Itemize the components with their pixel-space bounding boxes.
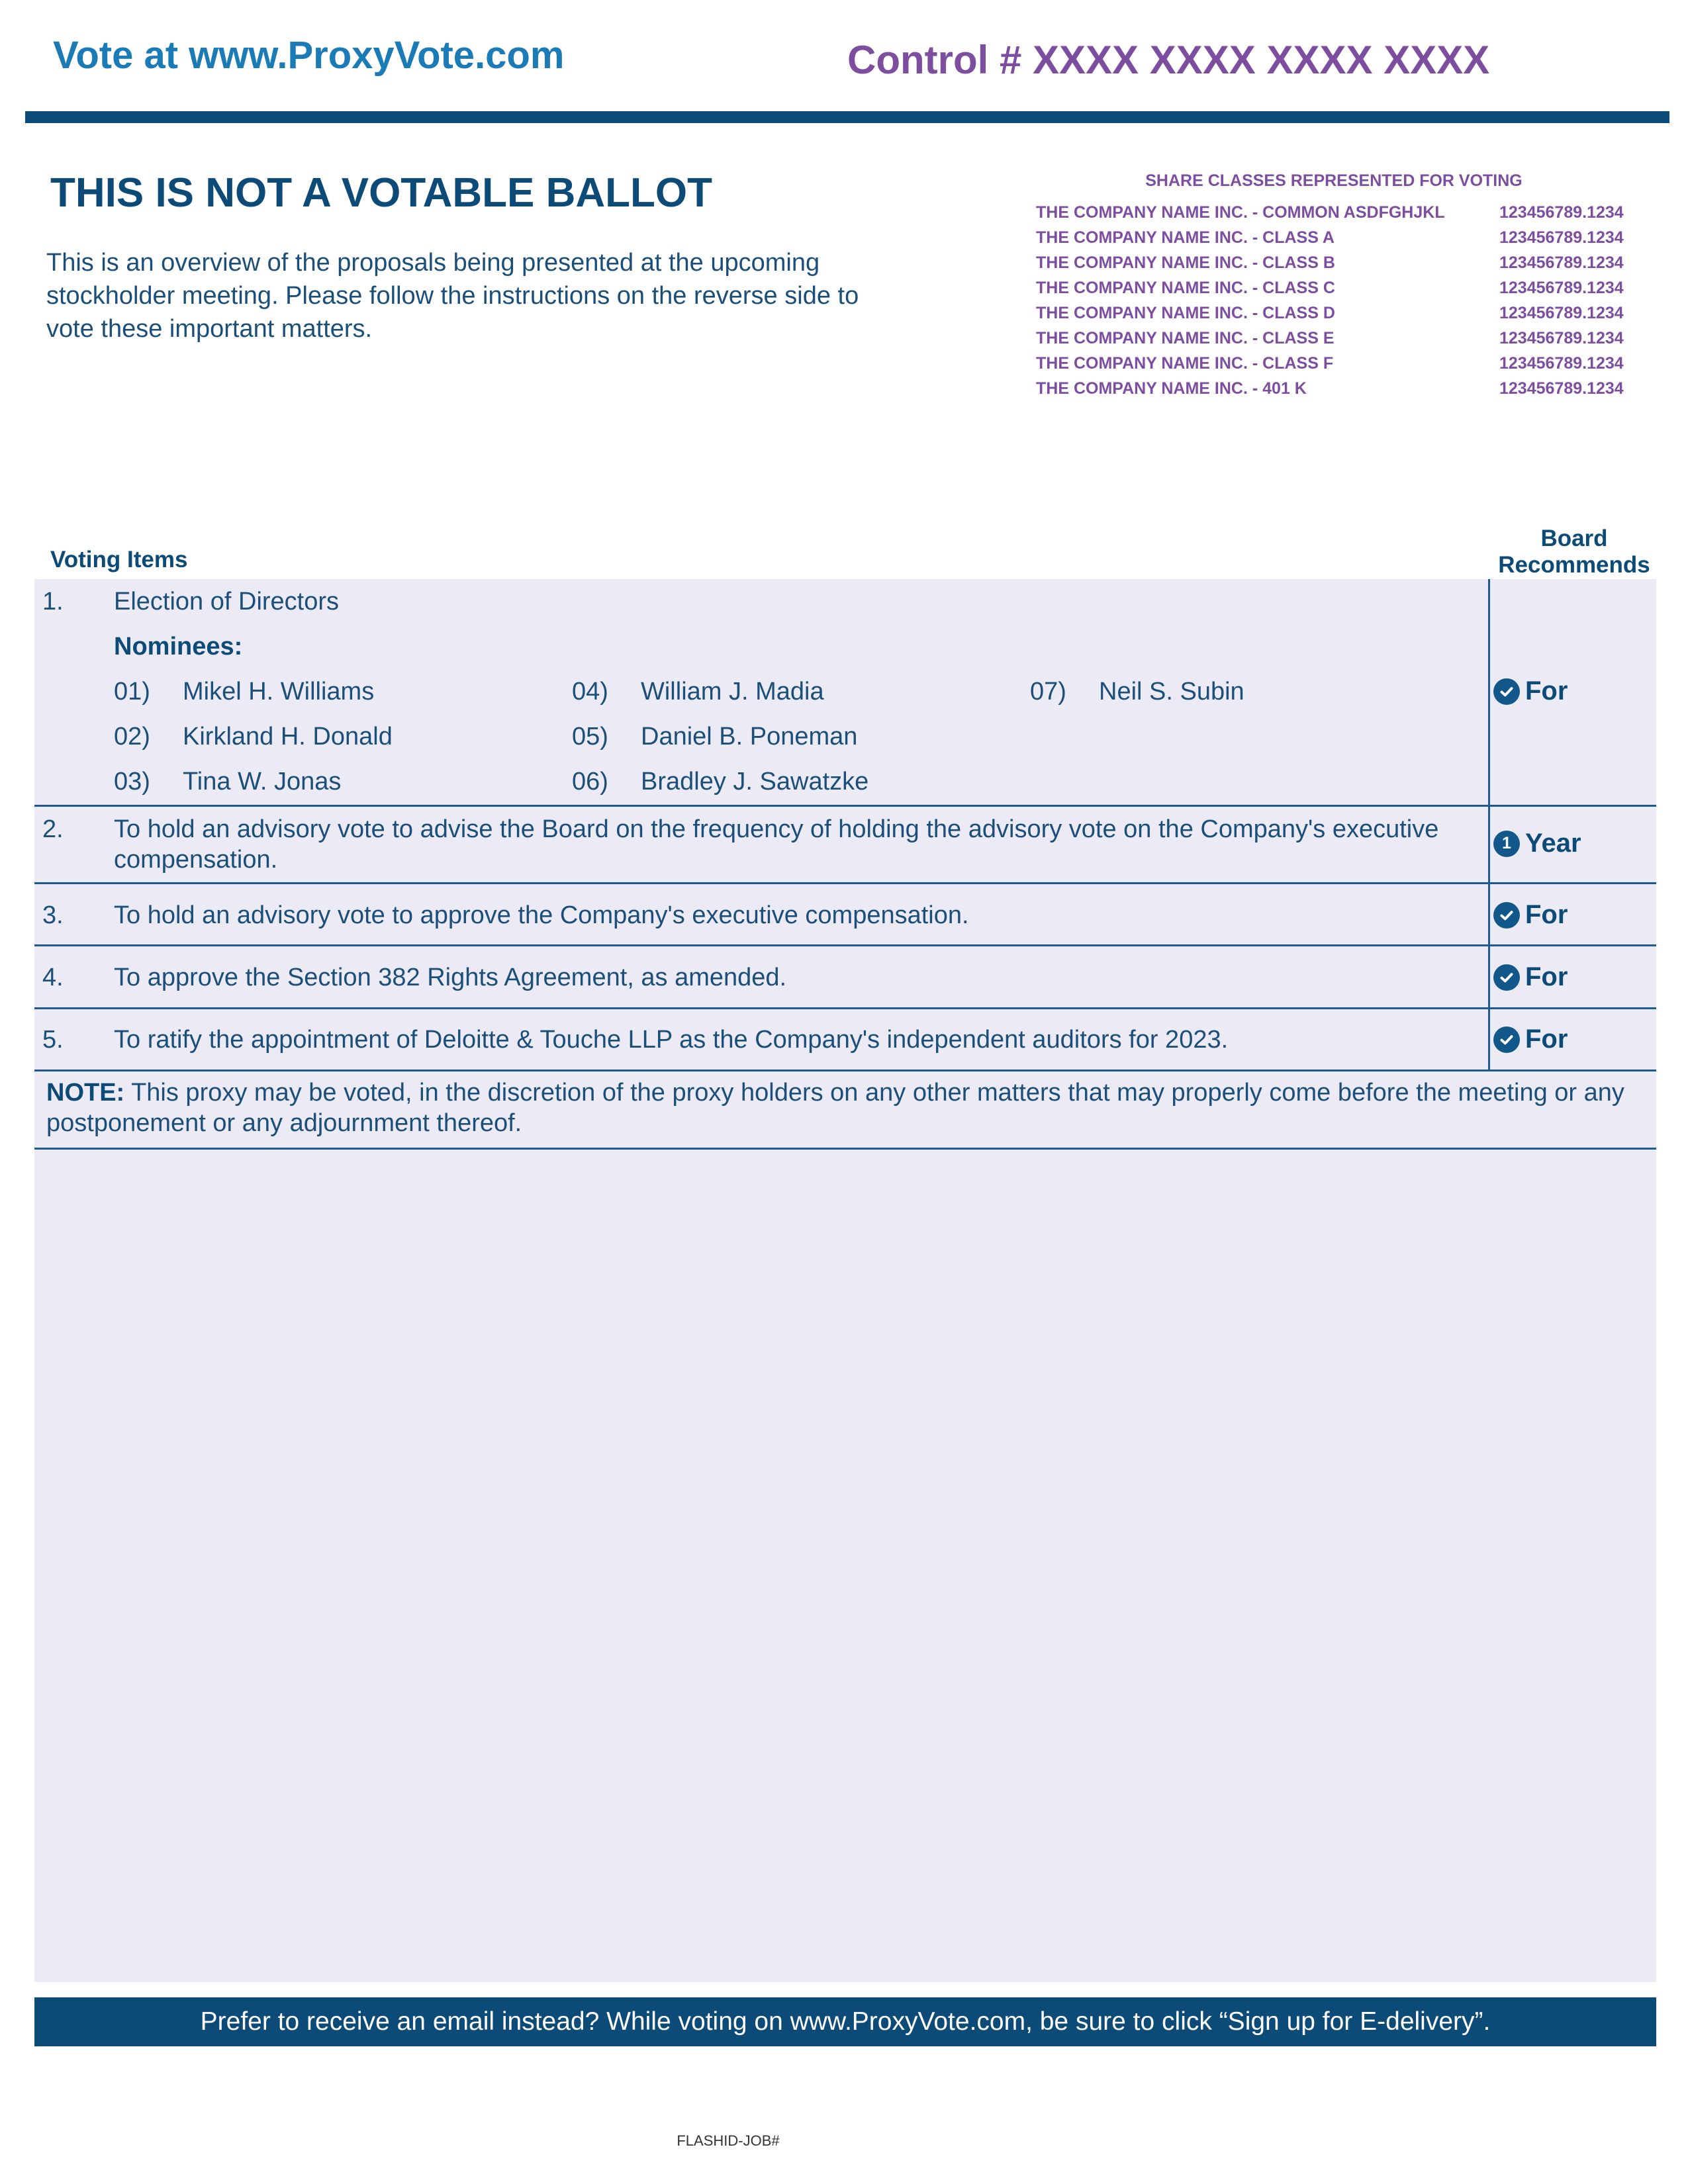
control-number: Control # XXXX XXXX XXXX XXXX: [847, 38, 1490, 82]
board-label-line1: Board: [1540, 525, 1608, 551]
share-classes-panel: [1036, 171, 1671, 401]
nominee-number: 01): [114, 678, 150, 705]
vote-at-proxyvote-link[interactable]: Vote at www.ProxyVote.com: [53, 34, 565, 77]
share-class-row: [1036, 300, 1671, 326]
nominee-number: 06): [572, 768, 608, 796]
share-class-name: THE COMPANY NAME INC. - COMMON ASDFGHJKL: [1036, 203, 1445, 222]
recommendation-text: For: [1525, 1024, 1568, 1054]
row-divider: [34, 1007, 1656, 1009]
share-class-row: [1036, 250, 1671, 275]
note-label: NOTE:: [46, 1079, 125, 1107]
share-class-row: [1036, 326, 1671, 351]
share-class-value: 123456789.1234: [1499, 253, 1624, 272]
share-class-row: [1036, 275, 1671, 300]
proposal-5-text: To ratify the appointment of Deloitte & Touche LLP as the Company's independent auditors for 2023.: [114, 1026, 1229, 1054]
nominee-number: 05): [572, 723, 608, 751]
proposal-5-number: 5.: [42, 1026, 64, 1054]
recommendation-text: For: [1525, 900, 1568, 929]
share-class-name: THE COMPANY NAME INC. - CLASS C: [1036, 279, 1335, 297]
share-class-name: THE COMPANY NAME INC. - CLASS A: [1036, 228, 1335, 247]
recommendation-column-divider: [1488, 579, 1490, 1071]
proposal-2-text: To hold an advisory vote to advise the Board on the frequency of holding the advisory vote on the Company's executive compensation.: [114, 815, 1439, 874]
share-class-row: [1036, 376, 1671, 401]
proposal-2-number: 2.: [42, 815, 64, 843]
note-paragraph: [46, 1077, 1652, 1138]
share-class-name: THE COMPANY NAME INC. - CLASS F: [1036, 354, 1334, 373]
proposal-4-recommendation: [1493, 962, 1568, 992]
share-class-value: 123456789.1234: [1499, 379, 1624, 398]
proposal-5-recommendation: [1493, 1024, 1568, 1054]
intro-paragraph: This is an overview of the proposals being presented at the upcoming stockholder meeting. Please follow the instructions on the reverse side to vote these important matters.: [46, 249, 859, 343]
share-class-row: [1036, 200, 1671, 225]
share-class-name: THE COMPANY NAME INC. - CLASS B: [1036, 253, 1335, 272]
row-divider: [34, 944, 1656, 946]
check-circle-icon: [1493, 1026, 1520, 1053]
row-divider: [34, 805, 1656, 807]
nominee-number: 04): [572, 678, 608, 705]
proposal-3-text: To hold an advisory vote to approve the Company's executive compensation.: [114, 901, 969, 929]
proposal-2-recommendation: [1493, 829, 1581, 858]
share-class-row: [1036, 225, 1671, 250]
proposal-1-number: 1.: [42, 588, 64, 615]
share-class-value: 123456789.1234: [1499, 304, 1624, 322]
recommendation-text: For: [1525, 676, 1568, 705]
proposal-4-text: To approve the Section 382 Rights Agreement, as amended.: [114, 964, 787, 991]
nominee-number: 03): [114, 768, 150, 796]
board-label-line2: Recommends: [1498, 552, 1650, 578]
share-classes-title: SHARE CLASSES REPRESENTED FOR VOTING: [1145, 171, 1523, 190]
recommendation-text: For: [1525, 962, 1568, 991]
nominees-label: Nominees:: [114, 633, 243, 660]
job-id: FLASHID-JOB#: [677, 2132, 780, 2149]
share-class-name: THE COMPANY NAME INC. - 401 K: [1036, 379, 1307, 398]
proposal-1-text: Election of Directors: [114, 588, 340, 615]
share-class-value: 123456789.1234: [1499, 329, 1624, 347]
note-text: This proxy may be voted, in the discretion of the proxy holders on any other matters that may properly come before the meeting or any postponement or any adjournment thereof.: [46, 1079, 1624, 1137]
nominee-name: Neil S. Subin: [1099, 678, 1244, 705]
nominee-name: Mikel H. Williams: [183, 678, 375, 705]
share-class-row: [1036, 351, 1671, 376]
proposal-4-number: 4.: [42, 964, 64, 991]
nominee-name: William J. Madia: [641, 678, 824, 705]
row-divider: [34, 1148, 1656, 1150]
proposal-3-number: 3.: [42, 901, 64, 929]
nominee-name: Kirkland H. Donald: [183, 723, 393, 751]
share-class-name: THE COMPANY NAME INC. - CLASS E: [1036, 329, 1335, 347]
voting-items-label: Voting Items: [50, 547, 188, 572]
nominee-number: 02): [114, 723, 150, 751]
header-divider: [25, 111, 1669, 123]
check-circle-icon: [1493, 964, 1520, 991]
nominee-name: Bradley J. Sawatzke: [641, 768, 869, 796]
share-class-value: 123456789.1234: [1499, 228, 1624, 247]
check-circle-icon: [1493, 678, 1520, 705]
recommendation-text: Year: [1525, 829, 1581, 858]
board-recommends-label: [1481, 525, 1667, 578]
row-divider: [34, 1069, 1656, 1071]
nominee-name: Tina W. Jonas: [183, 768, 342, 796]
nominee-number: 07): [1030, 678, 1066, 705]
check-circle-icon: [1493, 902, 1520, 929]
share-class-name: THE COMPANY NAME INC. - CLASS D: [1036, 304, 1335, 322]
share-class-value: 123456789.1234: [1499, 354, 1624, 373]
number-one-circle-icon: 1: [1493, 831, 1520, 857]
page-title: THIS IS NOT A VOTABLE BALLOT: [50, 170, 712, 216]
proposal-3-recommendation: [1493, 900, 1568, 930]
share-class-value: 123456789.1234: [1499, 203, 1624, 222]
nominee-name: Daniel B. Poneman: [641, 723, 858, 751]
row-divider: [34, 882, 1656, 884]
share-class-value: 123456789.1234: [1499, 279, 1624, 297]
proposal-1-recommendation: [1493, 676, 1568, 706]
e-delivery-banner: Prefer to receive an email instead? While voting on www.ProxyVote.com, be sure to click “Sign up for E-delivery”.: [34, 1997, 1656, 2046]
